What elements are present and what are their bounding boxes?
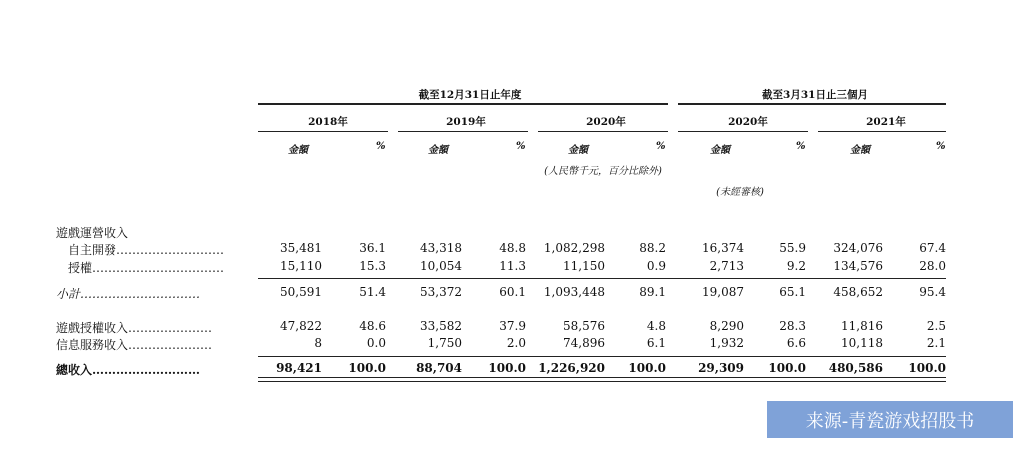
cell-total-percent: 100.0 xyxy=(348,361,386,375)
cell-info-service-amount: 8 xyxy=(314,336,322,350)
amount-header: 金額 xyxy=(288,145,308,156)
group-rule-annual xyxy=(258,103,668,105)
row-label-game-operation: 遊戲運營收入 xyxy=(56,226,129,240)
cell-self-developed-amount: 35,481 xyxy=(280,241,322,255)
row-label-subtotal: 小計………………………… xyxy=(56,287,201,301)
year-rule-2020-q1 xyxy=(678,131,808,132)
cell-self-developed-percent: 36.1 xyxy=(359,241,386,255)
amount-header: 金額 xyxy=(710,145,730,156)
cell-game-licensing-amount: 47,822 xyxy=(280,319,322,333)
cell-info-service-percent: 2.0 xyxy=(506,336,526,350)
amount-header: 金額 xyxy=(428,145,448,156)
year-rule-2020 xyxy=(538,131,668,132)
year-rule-2018 xyxy=(258,131,388,132)
cell-info-service-percent: 2.1 xyxy=(926,336,946,350)
source-watermark: 来源-青瓷游戏招股书 xyxy=(767,401,1013,438)
total-rule-double-2 xyxy=(258,381,946,382)
cell-info-service-percent: 6.1 xyxy=(646,336,666,350)
cell-total-amount: 29,309 xyxy=(698,361,744,375)
total-rule-top xyxy=(258,356,946,357)
cell-info-service-amount: 1,750 xyxy=(427,336,462,350)
cell-subtotal-amount: 1,093,448 xyxy=(543,285,605,299)
group-header-quarter: 截至3月31日止三個月 xyxy=(762,89,868,101)
cell-info-service-amount: 74,896 xyxy=(563,336,605,350)
cell-total-amount: 1,226,920 xyxy=(538,361,605,375)
cell-info-service-percent: 0.0 xyxy=(366,336,386,350)
cell-total-percent: 100.0 xyxy=(768,361,806,375)
cell-subtotal-percent: 65.1 xyxy=(779,285,806,299)
cell-self-developed-percent: 88.2 xyxy=(639,241,666,255)
cell-game-licensing-percent: 4.8 xyxy=(646,319,666,333)
group-header-annual: 截至12月31日止年度 xyxy=(418,89,522,101)
amount-header: 金額 xyxy=(850,145,870,156)
cell-self-developed-percent: 48.8 xyxy=(499,241,526,255)
cell-game-licensing-percent: 28.3 xyxy=(779,319,806,333)
cell-licensed-percent: 28.0 xyxy=(919,259,946,273)
cell-subtotal-amount: 458,652 xyxy=(833,285,883,299)
cell-self-developed-amount: 16,374 xyxy=(702,241,744,255)
cell-self-developed-amount: 43,318 xyxy=(420,241,462,255)
cell-total-percent: 100.0 xyxy=(628,361,666,375)
cell-total-amount: 480,586 xyxy=(828,361,883,375)
currency-note: (人民幣千元，百分比除外) xyxy=(544,166,662,177)
percent-header: % xyxy=(936,141,946,152)
unaudited-note: (未經審核) xyxy=(716,187,764,198)
cell-game-licensing-amount: 58,576 xyxy=(563,319,605,333)
cell-licensed-percent: 0.9 xyxy=(646,259,666,273)
cell-subtotal-percent: 51.4 xyxy=(359,285,386,299)
cell-self-developed-amount: 1,082,298 xyxy=(543,241,605,255)
cell-licensed-amount: 11,150 xyxy=(563,259,605,273)
cell-self-developed-percent: 67.4 xyxy=(919,241,946,255)
cell-game-licensing-amount: 33,582 xyxy=(420,319,462,333)
percent-header: % xyxy=(376,141,386,152)
cell-licensed-percent: 15.3 xyxy=(359,259,386,273)
year-header-2020-q1: 2020年 xyxy=(728,116,768,128)
cell-licensed-amount: 2,713 xyxy=(709,259,744,273)
row-label-game-licensing: 遊戲授權收入………………… xyxy=(56,321,213,335)
cell-total-amount: 98,421 xyxy=(276,361,322,375)
year-header-2018: 2018年 xyxy=(308,116,348,128)
cell-self-developed-percent: 55.9 xyxy=(779,241,806,255)
cell-total-percent: 100.0 xyxy=(488,361,526,375)
cell-game-licensing-amount: 8,290 xyxy=(709,319,744,333)
row-label-total: 總收入……………………… xyxy=(56,363,201,377)
cell-licensed-amount: 15,110 xyxy=(280,259,322,273)
cell-licensed-amount: 134,576 xyxy=(833,259,883,273)
amount-header: 金額 xyxy=(568,145,588,156)
percent-header: % xyxy=(516,141,526,152)
cell-info-service-amount: 1,932 xyxy=(709,336,744,350)
cell-game-licensing-amount: 11,816 xyxy=(841,319,883,333)
row-label-self-developed: 自主開發……………………… xyxy=(68,243,225,257)
percent-header: % xyxy=(656,141,666,152)
cell-game-licensing-percent: 2.5 xyxy=(926,319,946,333)
year-rule-2019 xyxy=(398,131,528,132)
row-label-info-service: 信息服務收入………………… xyxy=(56,338,213,352)
cell-info-service-percent: 6.6 xyxy=(786,336,806,350)
cell-subtotal-percent: 95.4 xyxy=(919,285,946,299)
cell-subtotal-amount: 53,372 xyxy=(420,285,462,299)
group-rule-quarter xyxy=(678,103,946,105)
year-header-2020: 2020年 xyxy=(586,116,626,128)
total-rule-double-1 xyxy=(258,377,946,378)
year-header-2021-q1: 2021年 xyxy=(866,116,906,128)
subtotal-rule-top xyxy=(258,278,946,279)
cell-subtotal-amount: 50,591 xyxy=(280,285,322,299)
cell-game-licensing-percent: 48.6 xyxy=(359,319,386,333)
percent-header: % xyxy=(796,141,806,152)
cell-total-amount: 88,704 xyxy=(416,361,462,375)
cell-self-developed-amount: 324,076 xyxy=(833,241,883,255)
cell-licensed-amount: 10,054 xyxy=(420,259,462,273)
row-label-licensed: 授權…………………………… xyxy=(68,261,225,275)
cell-subtotal-amount: 19,087 xyxy=(702,285,744,299)
cell-info-service-amount: 10,118 xyxy=(841,336,883,350)
cell-subtotal-percent: 60.1 xyxy=(499,285,526,299)
cell-licensed-percent: 9.2 xyxy=(786,259,806,273)
cell-licensed-percent: 11.3 xyxy=(499,259,526,273)
cell-total-percent: 100.0 xyxy=(908,361,946,375)
year-header-2019: 2019年 xyxy=(446,116,486,128)
cell-subtotal-percent: 89.1 xyxy=(639,285,666,299)
year-rule-2021-q1 xyxy=(818,131,946,132)
cell-game-licensing-percent: 37.9 xyxy=(499,319,526,333)
